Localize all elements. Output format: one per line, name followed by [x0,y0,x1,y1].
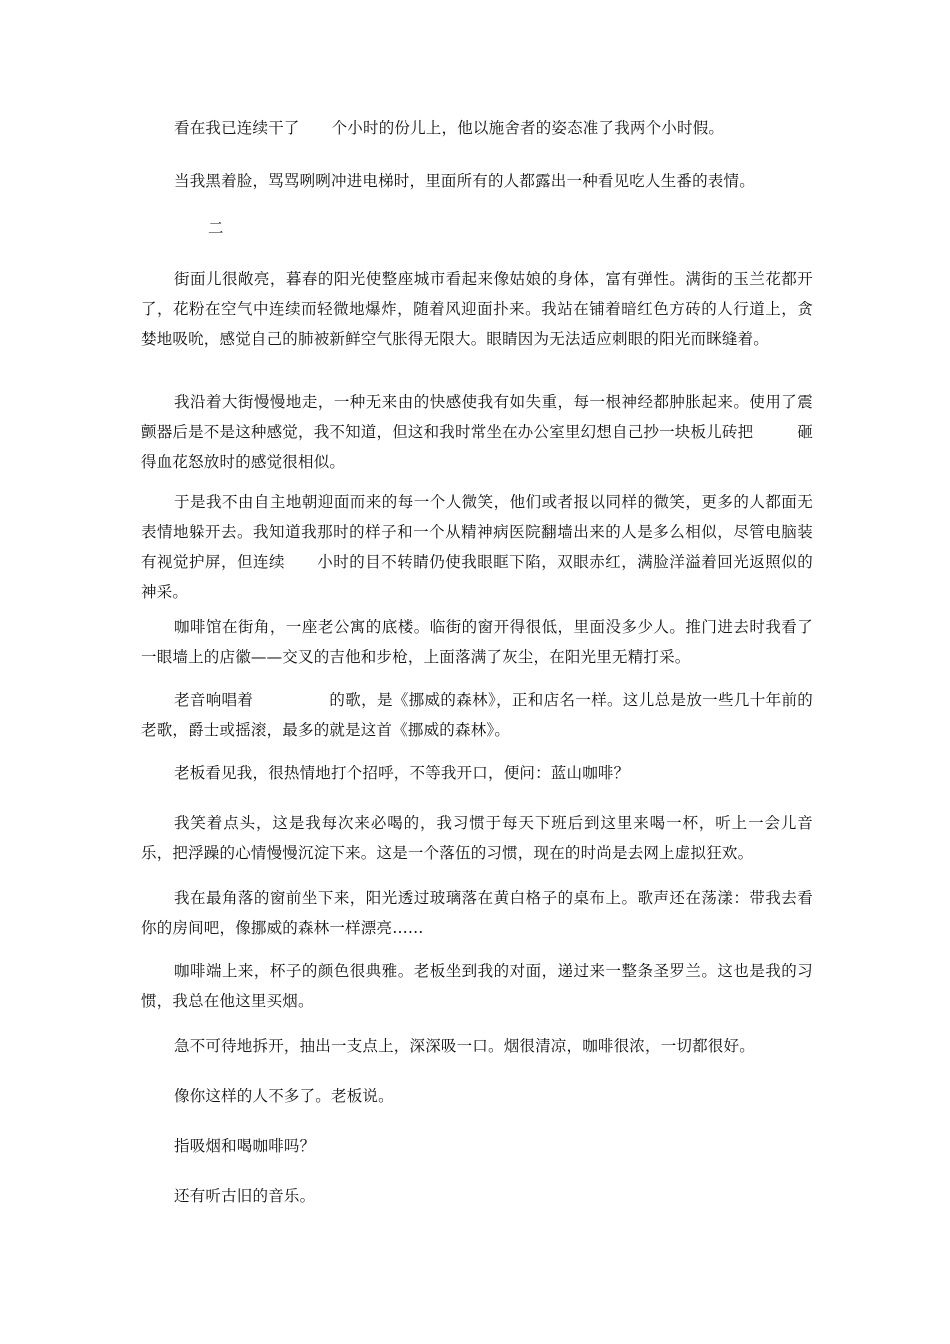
paragraph-7 [141,685,813,745]
paragraph-1-text-a: 看在我已连续干了 [174,119,300,137]
paragraph-7-text-a: 老音响唱着 [174,691,254,709]
paragraph-6 [141,612,813,672]
paragraph-11-text: 咖啡端上来，杯子的颜色很典雅。老板坐到我的对面，递过来一整条圣罗兰。这也是我的习惯，我总在他这里买烟。 [141,962,813,1010]
paragraph-3-text: 街面儿很敞亮，暮春的阳光使整座城市看起来像姑娘的身体，富有弹性。满街的玉兰花都开了，花粉在空气中连续而轻微地爆炸，随着风迎面扑来。我站在铺着暗红色方砖的人行道上，贪婪地吸吮，感觉自己的肺被新鲜空气胀得无限大。眼睛因为无法适应刺眼的阳光而眯缝着。 [141,270,813,348]
paragraph-15-text: 还有听古旧的音乐。 [174,1187,316,1205]
paragraph-3 [141,264,813,354]
paragraph-4-text-a: 我沿着大街慢慢地走，一种无来由的快感使我有如失重，每一根神经都肿胀起来。使用了震颤器后是不是这种感觉，我不知道，但这和我时常坐在办公室里幻想自己抄一块板儿砖把 [141,393,813,441]
paragraph-13-text: 像你这样的人不多了。老板说。 [174,1087,394,1105]
paragraph-1 [141,113,813,143]
paragraph-4 [141,387,813,477]
paragraph-13 [141,1081,813,1111]
section-number: 二 [208,219,224,237]
paragraph-14 [141,1131,813,1161]
paragraph-5-text-a: 于是我不由自主地朝迎面而来的每一个人微笑，他们或者报以同样的微笑，更多的人都面无表情地躲开去。我知道我那时的样子和一个从精神病医院翻墙出来的人是多么相似，尽管电脑装有视觉护屏，但连续 [141,493,813,571]
paragraph-10 [141,883,813,943]
paragraph-7-text-b: 的歌，是《挪威的森林》，正和店名一样。这儿总是放一些几十年前的老歌，爵士或摇滚，最多的就是这首《挪威的森林》。 [141,691,813,739]
paragraph-2-text: 当我黑着脸，骂骂咧咧冲进电梯时，里面所有的人都露出一种看见吃人生番的表情。 [174,172,755,190]
paragraph-12-text: 急不可待地拆开，抽出一支点上，深深吸一口。烟很清凉，咖啡很浓，一切都很好。 [174,1037,755,1055]
paragraph-12 [141,1031,813,1061]
paragraph-1-text-b: 个小时的份儿上，他以施舍者的姿态准了我两个小时假。 [331,119,725,137]
paragraph-15 [141,1181,813,1211]
paragraph-5-text-b: 小时的目不转睛仍使我眼眶下陷，双眼赤红，满脸洋溢着回光返照似的神采。 [141,553,813,601]
paragraph-9 [141,808,813,868]
paragraph-6-text: 咖啡馆在街角，一座老公寓的底楼。临街的窗开得很低，里面没多少人。推门进去时我看了一眼墙上的店徽——交叉的吉他和步枪，上面落满了灰尘，在阳光里无精打采。 [141,618,813,666]
paragraph-2 [141,166,813,196]
paragraph-4-text-b: 砸得血花怒放时的感觉很相似。 [141,423,814,471]
paragraph-5 [141,487,813,607]
paragraph-9-text: 我笑着点头，这是我每次来必喝的，我习惯于每天下班后到这里来喝一杯，听上一会儿音乐，把浮躁的心情慢慢沉淀下来。这是一个落伍的习惯，现在的时尚是去网上虚拟狂欢。 [141,814,813,862]
paragraph-10-text: 我在最角落的窗前坐下来，阳光透过玻璃落在黄白格子的桌布上。歌声还在荡漾：带我去看你的房间吧，像挪威的森林一样漂亮…… [141,889,813,937]
paragraph-8-text: 老板看见我，很热情地打个招呼，不等我开口，便问：蓝山咖啡？ [174,764,630,782]
paragraph-8 [141,758,813,788]
paragraph-14-text: 指吸烟和喝咖啡吗？ [174,1137,316,1155]
paragraph-11 [141,956,813,1016]
